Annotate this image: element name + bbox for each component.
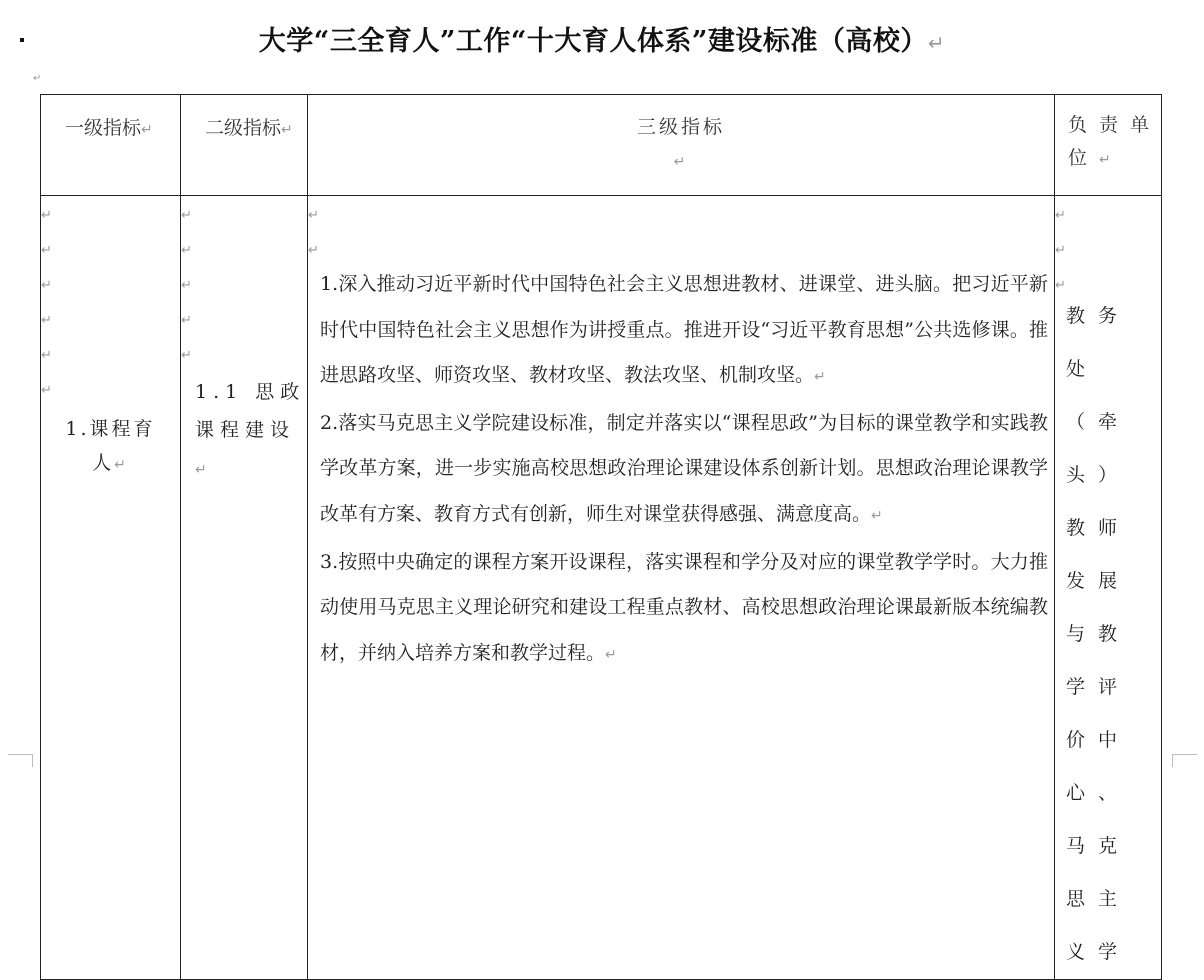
cell-level2: ↵ ↵ ↵ ↵ ↵ 1.1 思政课程建设↵	[181, 196, 308, 980]
paragraph-mark-icon: ↵	[927, 31, 946, 55]
title-text: 大学“三全育人”工作“十大育人体系”建设标准（高校）	[258, 26, 928, 57]
paragraph-mark-icon: ↵	[1099, 152, 1123, 168]
paragraph-mark-icon: ↵	[195, 462, 213, 478]
header-level3: 三级指标↵	[308, 95, 1055, 196]
cell-level3: ↵ ↵ 1.深入推动习近平新时代中国特色社会主义思想进教材、进课堂、进头脑。把习近平新时代中国特色社会主义思想作为讲授重点。推进开设“习近平教育思想”公共选修课。推进思路攻坚、师资攻坚、教材攻坚、教法攻坚、机制攻坚。↵ 2.落实马克思主义学院建设标准，制定并落实以“课程思政”为目标的课堂教学和实践教学改革方案，进一步实施高校思想政治理论课建设体系创新计划。思想政治理论课教学改革有方案、教育方式有创新，师生对课堂获得感强、满意度高。↵ 3.按照中央确定的课程方案开设课程，落实课程和学分及对应的课堂教学学时。大力推动使用马克思主义理论研究和建设工程重点教材、高校思想政治理论课最新版本统编教材，并纳入培养方案和教学过程。↵	[308, 196, 1055, 980]
paragraph-mark-icon: ↵	[814, 369, 826, 386]
cell-responsible: ↵ ↵ ↵ 教务处（牵头）教师发展与教学评价中心、马克思主义学	[1055, 196, 1162, 980]
paragraph-mark-icon: ↵	[605, 646, 617, 663]
level3-item-2: 2.落实马克思主义学院建设标准，制定并落实以“课程思政”为目标的课堂教学和实践教学改革方案，进一步实施高校思想政治理论课建设体系创新计划。思想政治理论课教学改革有方案、教育方式有创新，师生对课堂获得感强、满意度高。↵	[320, 411, 1048, 525]
header-level1: 一级指标↵	[41, 95, 181, 196]
paragraph-mark-icon: ↵	[33, 73, 42, 84]
level1-text: 1.课程育人	[65, 418, 156, 474]
page-title	[0, 19, 1204, 58]
indicator-table	[40, 94, 1162, 980]
level2-text: 1.1 思政课程建设	[195, 381, 306, 441]
paragraph-mark-icon: ↵	[141, 122, 153, 138]
paragraph-mark-icon: ↵	[871, 507, 883, 524]
header-level2: 二级指标↵	[181, 95, 308, 196]
level3-item-3: 3.按照中央确定的课程方案开设课程，落实课程和学分及对应的课堂教学学时。大力推动使用马克思主义理论研究和建设工程重点教材、高校思想政治理论课最新版本统编教材，并纳入培养方案和教学过程。↵	[320, 550, 1048, 664]
paragraph-mark-icon: ↵	[114, 457, 129, 473]
crop-mark	[8, 754, 33, 767]
crop-mark	[1172, 754, 1197, 767]
header-responsible: 负责单位↵	[1055, 95, 1162, 196]
cell-level1: ↵ ↵ ↵ ↵ ↵ ↵ 1.课程育人↵	[41, 196, 181, 980]
paragraph-mark-icon: ↵	[281, 122, 293, 138]
table-row	[41, 196, 1162, 980]
level3-item-1: 1.深入推动习近平新时代中国特色社会主义思想进教材、进课堂、进头脑。把习近平新时代中国特色社会主义思想作为讲授重点。推进开设“习近平教育思想”公共选修课。推进思路攻坚、师资攻坚、教材攻坚、教法攻坚、机制攻坚。↵	[320, 273, 1048, 387]
table-header-row	[41, 95, 1162, 196]
paragraph-mark-icon: ↵	[673, 154, 689, 170]
responsible-text: 教务处（牵头）教师发展与教学评价中心、马克思主义学	[1066, 305, 1131, 963]
